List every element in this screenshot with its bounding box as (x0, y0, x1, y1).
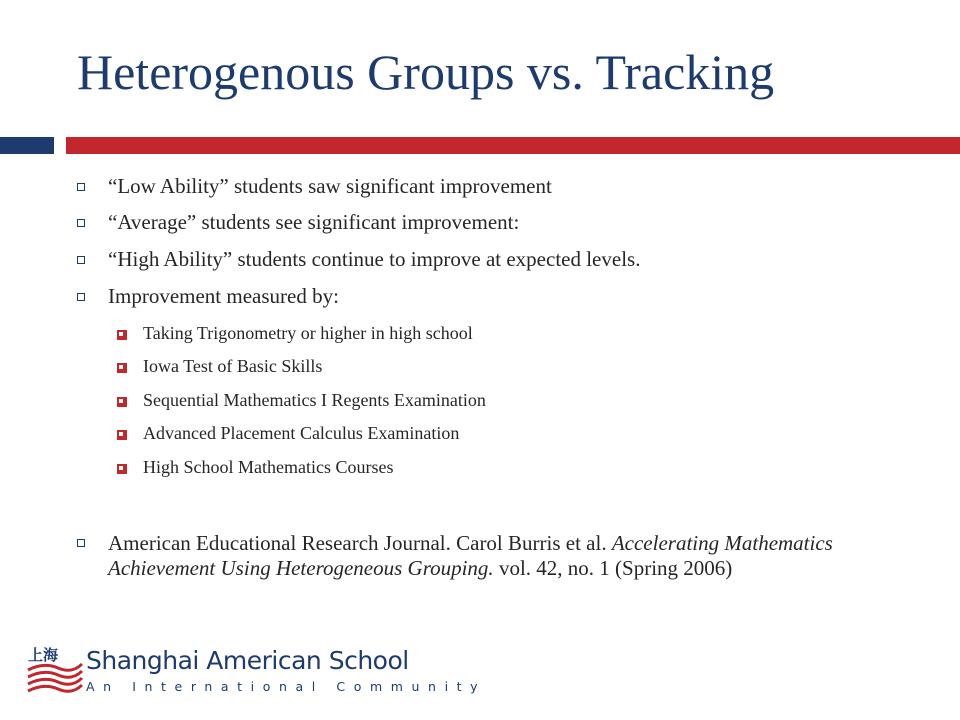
filled-square-bullet-icon (117, 464, 127, 474)
citation-source: American Educational Research Journal. Carol Burris et al. (108, 531, 612, 555)
bullet-text: Improvement measured by: (108, 284, 339, 308)
citation-title: Accelerating Mathematics Achievement Using Heterogeneous Grouping. (108, 531, 833, 580)
square-bullet-icon (77, 256, 85, 264)
school-logo (24, 642, 487, 700)
square-bullet-icon (77, 183, 85, 191)
sub-bullet-text: High School Mathematics Courses (143, 457, 394, 477)
square-bullet-icon (77, 539, 85, 547)
logo-chinese-text: 上海 (28, 646, 59, 664)
filled-square-bullet-icon (117, 397, 127, 407)
slide-title: Heterogenous Groups vs. Tracking (77, 44, 775, 100)
bullet-text: “Low Ability” students saw significant improvement (108, 174, 552, 198)
logo-tagline: An International Community (86, 679, 487, 694)
sub-bullet-text: Advanced Placement Calculus Examination (143, 423, 460, 443)
square-bullet-icon (77, 219, 85, 227)
bullet-text: “Average” students see significant improvement: (108, 210, 520, 234)
citation-volume: vol. 42, no. 1 (Spring 2006) (493, 556, 733, 580)
citation (108, 531, 920, 581)
sub-bullet-text: Sequential Mathematics I Regents Examination (143, 390, 486, 410)
sub-bullet-text: Iowa Test of Basic Skills (143, 356, 323, 376)
filled-square-bullet-icon (117, 430, 127, 440)
square-bullet-icon (77, 293, 85, 301)
bullet-text: “High Ability” students continue to improve at expected levels. (108, 247, 641, 271)
filled-square-bullet-icon (117, 330, 127, 340)
logo-school-name: Shanghai American School (86, 646, 409, 675)
filled-square-bullet-icon (117, 363, 127, 373)
sub-bullet-text: Taking Trigonometry or higher in high school (143, 323, 473, 343)
